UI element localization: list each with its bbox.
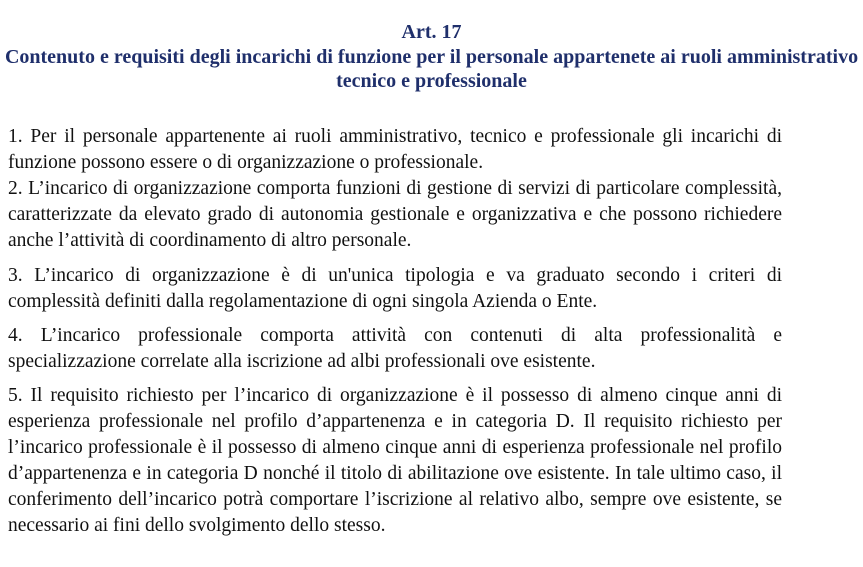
paragraph-2: 2. L’incarico di organizzazione comporta funzioni di gestione di servizi di particolare complessità, caratterizzate da elevato grado di autonomia gestionale e organizzativa e che possono richiedere anche l’attività di coordinamento di altro personale. xyxy=(8,178,782,251)
article-number: Art. 17 xyxy=(401,21,462,43)
article-body xyxy=(8,124,782,539)
paragraph-4: 4. L’incarico professionale comporta attività con contenuti di alta professionalità e specializzazione correlate alla iscrizione ad albi professionali ove esistente. xyxy=(8,325,782,372)
paragraph-3: 3. L’incarico di organizzazione è di un'unica tipologia e va graduato secondo i criteri di complessità definiti dalla regolamentazione di ogni singola Azienda o Ente. xyxy=(8,265,782,312)
paragraph-5: 5. Il requisito richiesto per l’incarico di organizzazione è il possesso di almeno cinque anni di esperienza professionale nel profilo d’appartenenza e in categoria D. Il requisito richiesto per l’incarico professionale è il possesso di almeno cinque anni di esperienza professionale nel profilo d’appartenenza e in categoria D nonché il titolo di abilitazione ove esistente. In tale ultimo caso, il conferimento dell’incarico potrà comportare l’iscrizione al relativo albo, sempre ove esistente, se necessario ai fini dello svolgimento dello stesso. xyxy=(8,385,782,536)
paragraph-1: 1. Per il personale appartenente ai ruoli amministrativo, tecnico e professionale gli incarichi di funzione possono essere o di organizzazione o professionale. xyxy=(8,126,782,173)
article-title: Contenuto e requisiti degli incarichi di funzione per il personale appartenete ai ruoli amministrativo tecnico e professionale xyxy=(4,46,859,92)
